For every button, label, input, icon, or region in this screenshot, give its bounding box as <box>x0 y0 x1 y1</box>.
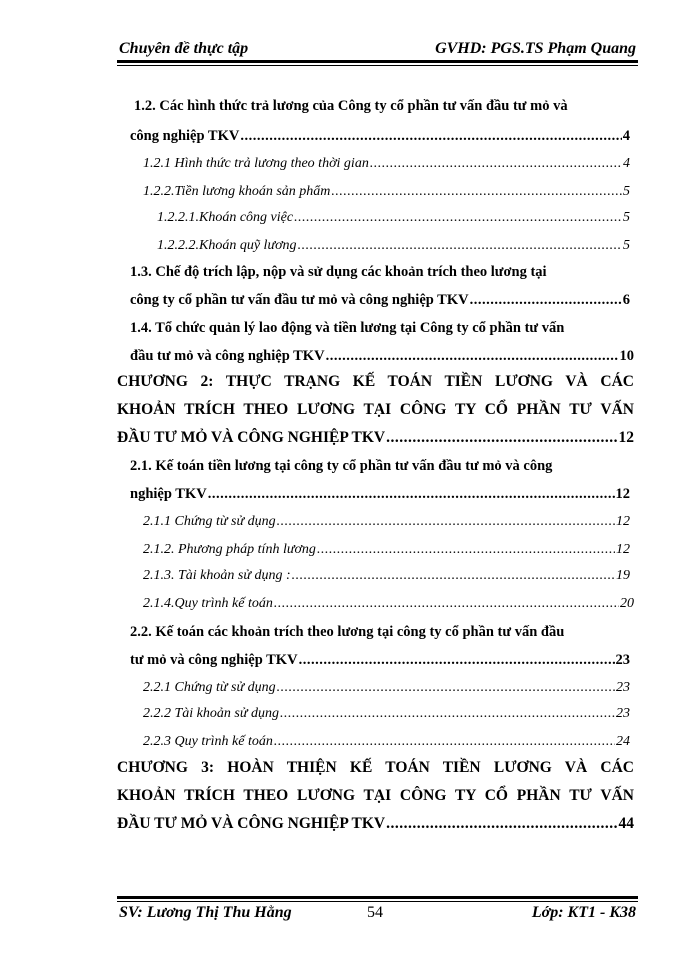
toc-entry-2-1-4: 2.1.4.Quy trình kế toán ..... 20 <box>143 594 634 616</box>
toc-entry-1-2-2: 1.2.2.Tiền lương khoán sản phẩm ..... 5 <box>143 182 630 204</box>
footer-page-number: 54 <box>367 904 383 921</box>
page-number: 20 <box>620 596 634 611</box>
toc-chapter-2-line3: ĐẦU TƯ MỎ VÀ CÔNG NGHIỆP TKV ..... 12 <box>117 428 634 450</box>
page-number: 12 <box>615 486 630 502</box>
page-number: 23 <box>616 680 630 695</box>
page-number: 12 <box>616 514 630 529</box>
page-number: 10 <box>619 348 634 364</box>
page-number: 5 <box>623 184 630 199</box>
toc-entry-1-2-2-1: 1.2.2.1.Khoán công việc ..... 5 <box>157 208 630 230</box>
toc-entry-1-3-line2: công ty cổ phần tư vấn đầu tư mỏ và công nghiệp TKV ..... 6 <box>130 290 630 312</box>
toc-entry-2-1-2: 2.1.2. Phương pháp tính lương ..... 12 <box>143 540 630 562</box>
page-number: 23 <box>615 652 630 668</box>
page-footer <box>117 896 638 926</box>
footer-student: SV: Lương Thị Thu Hằng <box>119 904 292 921</box>
toc-entry-1-3-line1: 1.3. Chế độ trích lập, nộp và sử dụng các khoản trích theo lương tại <box>130 264 547 280</box>
page-number: 4 <box>622 128 630 144</box>
toc-chapter-3-line3: ĐẦU TƯ MỎ VÀ CÔNG NGHIỆP TKV ..... 44 <box>117 814 634 836</box>
toc-entry-2-2-2: 2.2.2 Tài khoản sử dụng ..... 23 <box>143 704 630 726</box>
page-number: 12 <box>616 542 630 557</box>
toc-entry-2-2-1: 2.2.1 Chứng từ sử dụng ..... 23 <box>143 678 630 700</box>
toc-entry-1-2-line2: công nghiệp TKV ..... 4 <box>130 126 630 148</box>
page-number: 6 <box>622 292 630 308</box>
page-number: 44 <box>618 815 634 832</box>
toc-entry-1-4-line2: đầu tư mỏ và công nghiệp TKV ..... 10 <box>130 346 634 368</box>
toc-entry-1-2-line1: 1.2. Các hình thức trả lương của Công ty cổ phần tư vấn đầu tư mỏ và <box>134 98 568 114</box>
footer-class: Lớp: KT1 - K38 <box>531 904 636 921</box>
page-number: 24 <box>616 734 630 749</box>
toc-entry-2-2-line1: 2.2. Kế toán các khoản trích theo lương tại công ty cổ phần tư vấn đầu <box>130 624 565 640</box>
toc-entry-2-1-line2: nghiệp TKV ..... 12 <box>130 484 630 506</box>
page-number: 23 <box>616 706 630 721</box>
page-number: 12 <box>618 429 634 446</box>
toc-entry-2-1-line1: 2.1. Kế toán tiền lương tại công ty cổ phần tư vấn đầu tư mỏ và công <box>130 458 553 474</box>
page-number: 5 <box>623 210 630 225</box>
toc-chapter-2-line1: CHƯƠNG 2: THỰC TRẠNG KẾ TOÁN TIỀN LƯƠNG VÀ CÁC <box>117 373 634 390</box>
page-number: 5 <box>623 238 630 253</box>
toc-entry-2-1-1: 2.1.1 Chứng từ sử dụng ..... 12 <box>143 512 630 534</box>
toc-entry-2-1-3: 2.1.3. Tài khoản sử dụng : ..... 19 <box>143 566 630 588</box>
header-subject: Chuyên đề thực tập <box>119 40 249 57</box>
page-number: 19 <box>616 568 630 583</box>
toc-entry-1-2-1: 1.2.1 Hình thức trả lương theo thời gian ..... 4 <box>143 154 630 176</box>
toc-entry-1-4-line1: 1.4. Tổ chức quản lý lao động và tiền lương tại Công ty cổ phần tư vấn <box>130 320 565 336</box>
footer-rule <box>117 896 638 902</box>
toc-entry-2-2-3: 2.2.3 Quy trình kế toán ..... 24 <box>143 732 630 754</box>
page-number: 4 <box>623 156 630 171</box>
toc-entry-1-2-2-2: 1.2.2.2.Khoán quỹ lương ..... 5 <box>157 236 630 258</box>
toc-entry-2-2-line2: tư mỏ và công nghiệp TKV ..... 23 <box>130 650 630 672</box>
toc-chapter-3-line1: CHƯƠNG 3: HOÀN THIỆN KẾ TOÁN TIỀN LƯƠNG VÀ CÁC <box>117 759 634 776</box>
toc-chapter-3-line2: KHOẢN TRÍCH THEO LƯƠNG TẠI CÔNG TY CỔ PHẦN TƯ VẤN <box>117 787 634 804</box>
toc-chapter-2-line2: KHOẢN TRÍCH THEO LƯƠNG TẠI CÔNG TY CỔ PHẦN TƯ VẤN <box>117 401 634 418</box>
header-advisor: GVHD: PGS.TS Phạm Quang <box>435 40 636 57</box>
